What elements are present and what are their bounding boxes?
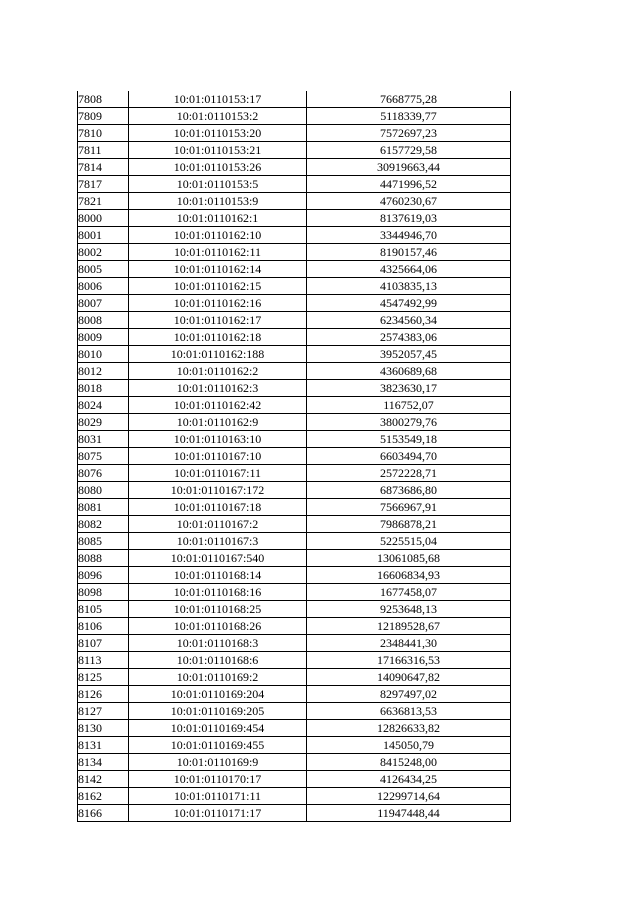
row-number-cell: 8166 [78, 805, 129, 822]
value-cell: 7668775,28 [307, 91, 511, 108]
cadastral-number-cell: 10:01:0110169:205 [129, 703, 307, 720]
cadastral-number-cell: 10:01:0110167:2 [129, 516, 307, 533]
cadastral-number-cell: 10:01:0110162:10 [129, 227, 307, 244]
value-cell: 3952057,45 [307, 346, 511, 363]
table-row [78, 499, 511, 516]
value-cell: 2348441,30 [307, 635, 511, 652]
table-row [78, 431, 511, 448]
cadastral-number-cell: 10:01:0110162:3 [129, 380, 307, 397]
table-row [78, 737, 511, 754]
cadastral-number-cell: 10:01:0110168:14 [129, 567, 307, 584]
value-cell: 9253648,13 [307, 601, 511, 618]
table-row [78, 669, 511, 686]
row-number-cell: 7814 [78, 159, 129, 176]
table-row [78, 176, 511, 193]
value-cell: 13061085,68 [307, 550, 511, 567]
row-number-cell: 8018 [78, 380, 129, 397]
cadastral-number-cell: 10:01:0110163:10 [129, 431, 307, 448]
cadastral-number-cell: 10:01:0110153:9 [129, 193, 307, 210]
value-cell: 4547492,99 [307, 295, 511, 312]
table-row [78, 193, 511, 210]
cadastral-number-cell: 10:01:0110168:6 [129, 652, 307, 669]
cadastral-number-cell: 10:01:0110167:18 [129, 499, 307, 516]
value-cell: 8415248,00 [307, 754, 511, 771]
table-row [78, 91, 511, 108]
row-number-cell: 8098 [78, 584, 129, 601]
value-cell: 8190157,46 [307, 244, 511, 261]
cadastral-number-cell: 10:01:0110167:3 [129, 533, 307, 550]
cadastral-number-cell: 10:01:0110167:11 [129, 465, 307, 482]
cadastral-number-cell: 10:01:0110162:11 [129, 244, 307, 261]
value-cell: 30919663,44 [307, 159, 511, 176]
table-row [78, 295, 511, 312]
value-cell: 11947448,44 [307, 805, 511, 822]
row-number-cell: 8008 [78, 312, 129, 329]
row-number-cell: 8029 [78, 414, 129, 431]
value-cell: 6873686,80 [307, 482, 511, 499]
value-cell: 4325664,06 [307, 261, 511, 278]
cadastral-number-cell: 10:01:0110153:26 [129, 159, 307, 176]
value-cell: 6157729,58 [307, 142, 511, 159]
value-cell: 7566967,91 [307, 499, 511, 516]
table-row [78, 686, 511, 703]
value-cell: 1677458,07 [307, 584, 511, 601]
table-row [78, 516, 511, 533]
cadastral-number-cell: 10:01:0110169:9 [129, 754, 307, 771]
row-number-cell: 8105 [78, 601, 129, 618]
value-cell: 8297497,02 [307, 686, 511, 703]
cadastral-number-cell: 10:01:0110167:540 [129, 550, 307, 567]
row-number-cell: 8127 [78, 703, 129, 720]
row-number-cell: 8085 [78, 533, 129, 550]
row-number-cell: 8075 [78, 448, 129, 465]
value-cell: 16606834,93 [307, 567, 511, 584]
data-table [77, 91, 511, 822]
cadastral-number-cell: 10:01:0110170:17 [129, 771, 307, 788]
cadastral-number-cell: 10:01:0110171:17 [129, 805, 307, 822]
value-cell: 14090647,82 [307, 669, 511, 686]
table-body [78, 91, 511, 822]
cadastral-number-cell: 10:01:0110169:2 [129, 669, 307, 686]
row-number-cell: 8001 [78, 227, 129, 244]
value-cell: 3800279,76 [307, 414, 511, 431]
row-number-cell: 8006 [78, 278, 129, 295]
cadastral-number-cell: 10:01:0110162:16 [129, 295, 307, 312]
table-row [78, 380, 511, 397]
table-row [78, 805, 511, 822]
table-row [78, 363, 511, 380]
table-row [78, 618, 511, 635]
table-row [78, 652, 511, 669]
cadastral-number-cell: 10:01:0110162:17 [129, 312, 307, 329]
value-cell: 12299714,64 [307, 788, 511, 805]
table-row [78, 703, 511, 720]
table-row [78, 601, 511, 618]
value-cell: 4103835,13 [307, 278, 511, 295]
row-number-cell: 8106 [78, 618, 129, 635]
cadastral-number-cell: 10:01:0110162:18 [129, 329, 307, 346]
cadastral-number-cell: 10:01:0110153:20 [129, 125, 307, 142]
table-row [78, 312, 511, 329]
table-row [78, 142, 511, 159]
table-row [78, 227, 511, 244]
value-cell: 145050,79 [307, 737, 511, 754]
row-number-cell: 8024 [78, 397, 129, 414]
row-number-cell: 7811 [78, 142, 129, 159]
row-number-cell: 8031 [78, 431, 129, 448]
table-row [78, 244, 511, 261]
cadastral-number-cell: 10:01:0110169:455 [129, 737, 307, 754]
row-number-cell: 8088 [78, 550, 129, 567]
value-cell: 12189528,67 [307, 618, 511, 635]
table-row [78, 771, 511, 788]
table-row [78, 584, 511, 601]
table-row [78, 125, 511, 142]
row-number-cell: 7817 [78, 176, 129, 193]
row-number-cell: 8142 [78, 771, 129, 788]
table-row [78, 210, 511, 227]
row-number-cell: 8113 [78, 652, 129, 669]
table-row [78, 159, 511, 176]
table-row [78, 720, 511, 737]
cadastral-number-cell: 10:01:0110153:5 [129, 176, 307, 193]
value-cell: 6636813,53 [307, 703, 511, 720]
row-number-cell: 8010 [78, 346, 129, 363]
row-number-cell: 8080 [78, 482, 129, 499]
cadastral-number-cell: 10:01:0110162:1 [129, 210, 307, 227]
table-row [78, 108, 511, 125]
table-row [78, 397, 511, 414]
cadastral-number-cell: 10:01:0110153:17 [129, 91, 307, 108]
value-cell: 5225515,04 [307, 533, 511, 550]
table-row [78, 567, 511, 584]
row-number-cell: 8002 [78, 244, 129, 261]
table-row [78, 635, 511, 652]
value-cell: 6603494,70 [307, 448, 511, 465]
value-cell: 2572228,71 [307, 465, 511, 482]
value-cell: 6234560,34 [307, 312, 511, 329]
cadastral-number-cell: 10:01:0110168:3 [129, 635, 307, 652]
cadastral-number-cell: 10:01:0110162:14 [129, 261, 307, 278]
cadastral-number-cell: 10:01:0110169:204 [129, 686, 307, 703]
cadastral-number-cell: 10:01:0110153:2 [129, 108, 307, 125]
value-cell: 12826633,82 [307, 720, 511, 737]
row-number-cell: 8076 [78, 465, 129, 482]
row-number-cell: 7810 [78, 125, 129, 142]
row-number-cell: 8082 [78, 516, 129, 533]
value-cell: 7986878,21 [307, 516, 511, 533]
value-cell: 4760230,67 [307, 193, 511, 210]
table-row [78, 482, 511, 499]
row-number-cell: 8134 [78, 754, 129, 771]
table-row [78, 788, 511, 805]
row-number-cell: 8096 [78, 567, 129, 584]
cadastral-number-cell: 10:01:0110169:454 [129, 720, 307, 737]
table-row [78, 329, 511, 346]
value-cell: 8137619,03 [307, 210, 511, 227]
table-row [78, 346, 511, 363]
cadastral-number-cell: 10:01:0110167:10 [129, 448, 307, 465]
value-cell: 7572697,23 [307, 125, 511, 142]
value-cell: 3823630,17 [307, 380, 511, 397]
cadastral-number-cell: 10:01:0110168:16 [129, 584, 307, 601]
cadastral-number-cell: 10:01:0110162:42 [129, 397, 307, 414]
value-cell: 3344946,70 [307, 227, 511, 244]
row-number-cell: 8000 [78, 210, 129, 227]
row-number-cell: 7821 [78, 193, 129, 210]
table-row [78, 261, 511, 278]
row-number-cell: 8107 [78, 635, 129, 652]
row-number-cell: 8005 [78, 261, 129, 278]
table-row [78, 550, 511, 567]
row-number-cell: 7809 [78, 108, 129, 125]
value-cell: 4471996,52 [307, 176, 511, 193]
table-row [78, 533, 511, 550]
table-row [78, 414, 511, 431]
value-cell: 17166316,53 [307, 652, 511, 669]
cadastral-number-cell: 10:01:0110162:15 [129, 278, 307, 295]
value-cell: 4360689,68 [307, 363, 511, 380]
cadastral-number-cell: 10:01:0110167:172 [129, 482, 307, 499]
cadastral-number-cell: 10:01:0110168:25 [129, 601, 307, 618]
cadastral-number-cell: 10:01:0110153:21 [129, 142, 307, 159]
row-number-cell: 8130 [78, 720, 129, 737]
cadastral-number-cell: 10:01:0110162:188 [129, 346, 307, 363]
row-number-cell: 8162 [78, 788, 129, 805]
value-cell: 4126434,25 [307, 771, 511, 788]
row-number-cell: 8012 [78, 363, 129, 380]
table-row [78, 754, 511, 771]
row-number-cell: 7808 [78, 91, 129, 108]
row-number-cell: 8126 [78, 686, 129, 703]
value-cell: 5153549,18 [307, 431, 511, 448]
value-cell: 116752,07 [307, 397, 511, 414]
row-number-cell: 8009 [78, 329, 129, 346]
row-number-cell: 8007 [78, 295, 129, 312]
cadastral-number-cell: 10:01:0110168:26 [129, 618, 307, 635]
table-row [78, 278, 511, 295]
table-row [78, 465, 511, 482]
value-cell: 5118339,77 [307, 108, 511, 125]
cadastral-number-cell: 10:01:0110171:11 [129, 788, 307, 805]
table-row [78, 448, 511, 465]
row-number-cell: 8125 [78, 669, 129, 686]
row-number-cell: 8131 [78, 737, 129, 754]
row-number-cell: 8081 [78, 499, 129, 516]
cadastral-number-cell: 10:01:0110162:2 [129, 363, 307, 380]
cadastral-number-cell: 10:01:0110162:9 [129, 414, 307, 431]
value-cell: 2574383,06 [307, 329, 511, 346]
